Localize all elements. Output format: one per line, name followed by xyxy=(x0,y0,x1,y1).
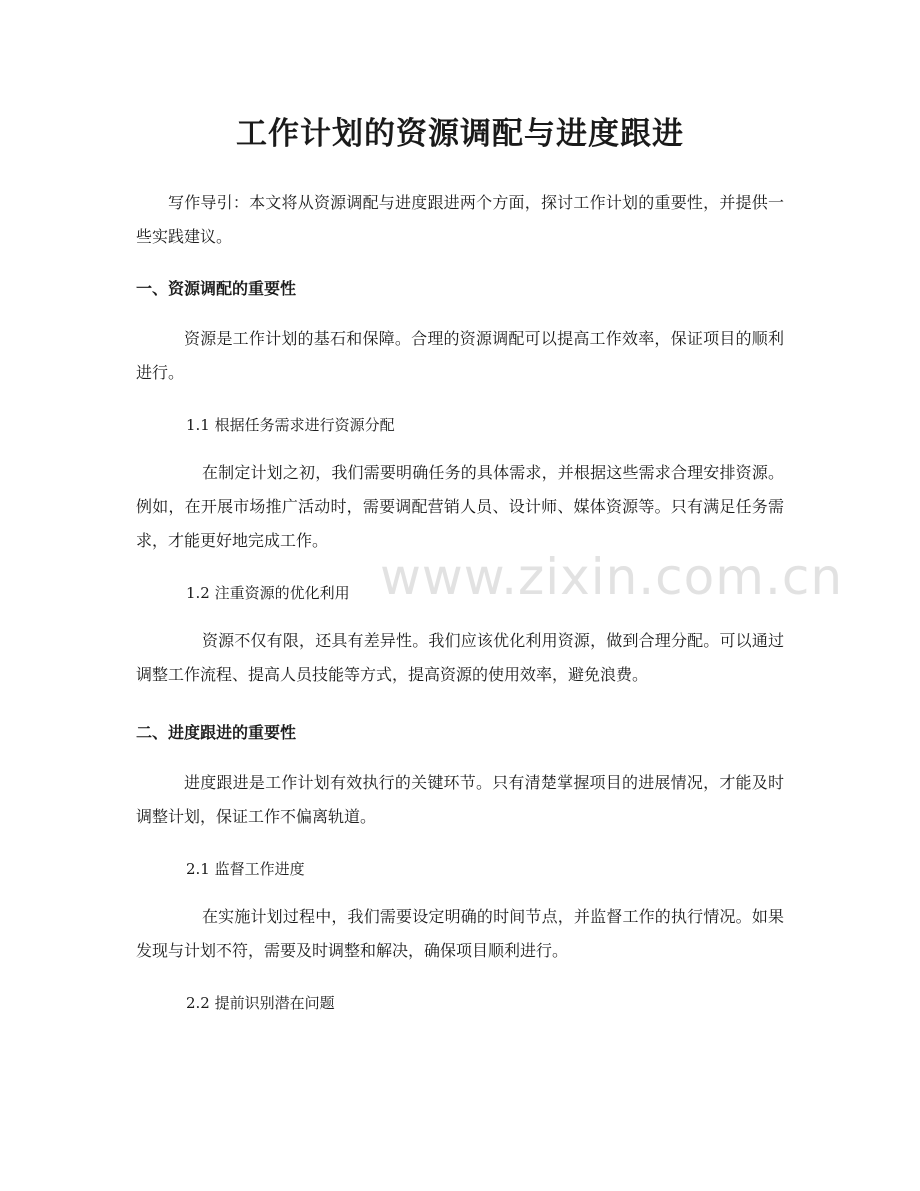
intro-paragraph: 写作导引：本文将从资源调配与进度跟进两个方面，探讨工作计划的重要性，并提供一些实践建议。 xyxy=(136,193,784,246)
section2-sub2-heading: 2.2 提前识别潜在问题 xyxy=(186,994,335,1012)
section1-heading: 一、资源调配的重要性 xyxy=(136,279,297,298)
section2-body: 进度跟进是工作计划有效执行的关键环节。只有清楚掌握项目的进展情况，才能及时调整计划，保证工作不偏离轨道。 xyxy=(136,773,784,826)
section2-sub1-heading: 2.1 监督工作进度 xyxy=(186,860,305,878)
section1-sub2-body: 资源不仅有限，还具有差异性。我们应该优化利用资源，做到合理分配。可以通过调整工作流程、提高人员技能等方式，提高资源的使用效率，避免浪费。 xyxy=(136,631,784,684)
section1-sub1-heading: 1.1 根据任务需求进行资源分配 xyxy=(186,416,395,434)
section1-body: 资源是工作计划的基石和保障。合理的资源调配可以提高工作效率，保证项目的顺利进行。 xyxy=(136,329,784,382)
section1-sub1-body: 在制定计划之初，我们需要明确任务的具体需求，并根据这些需求合理安排资源。例如，在开展市场推广活动时，需要调配营销人员、设计师、媒体资源等。只有满足任务需求，才能更好地完成工作。 xyxy=(136,463,784,550)
section2-sub1-body: 在实施计划过程中，我们需要设定明确的时间节点，并监督工作的执行情况。如果发现与计划不符，需要及时调整和解决，确保项目顺利进行。 xyxy=(136,907,784,960)
document-title: 工作计划的资源调配与进度跟进 xyxy=(236,116,684,152)
watermark: www.zixin.com.cn xyxy=(380,548,844,606)
section1-sub2-heading: 1.2 注重资源的优化利用 xyxy=(186,584,350,602)
section2-heading: 二、进度跟进的重要性 xyxy=(136,723,297,742)
